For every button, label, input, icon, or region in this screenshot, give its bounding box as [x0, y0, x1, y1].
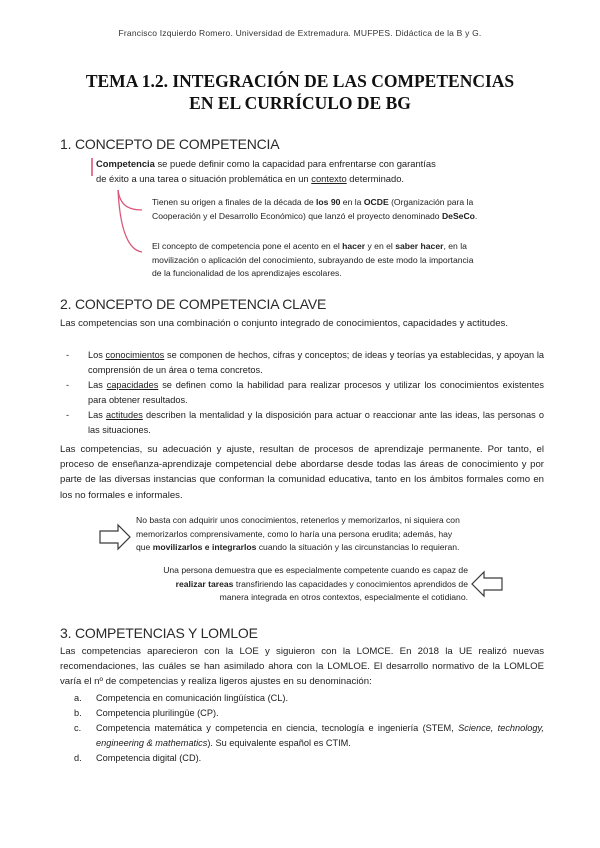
item-italic: Science, technology, engineering & mathematics [96, 723, 544, 748]
item-text-a: Competencia matemática y competencia en ciencia, tecnología e ingeniería (STEM, [96, 723, 459, 733]
mobilize-line-2: memorizarlos comprensivamente, como lo haría una persona erudita; además, hay [136, 528, 453, 539]
section-2-heading: 2. CONCEPTO DE COMPETENCIA CLAVE [60, 296, 327, 312]
item-prefix: Las [88, 380, 107, 390]
mobilize-line-3a: que [136, 542, 153, 552]
competent-line-3: manera integrada en otros contextos, especialmente el cotidiano. [219, 592, 468, 602]
definition-context-word: contexto [311, 173, 347, 184]
title-line-1: TEMA 1.2. INTEGRACIÓN DE LAS COMPETENCIAS [85, 71, 515, 91]
section-3-intro: Las competencias aparecieron con la LOE y siguieron con la LOMCE. En 2018 la UE realizó nuevas recomendaciones, las cuáles se han asimilado ahora con la LOMLOE. El desarrollo normativo de la LOMLOE varía el nº de competencias y realiza ligeros ajustes en su denominación: [60, 646, 544, 688]
bullet-marker: - [66, 380, 70, 390]
concept-text-c: , en la [443, 241, 467, 251]
concept-text-e: de la funcionalidad de los aprendizajes escolares. [152, 268, 342, 278]
item-marker: c. [74, 723, 82, 733]
item-term: actitudes [106, 410, 143, 420]
competent-line-1: Una persona demuestra que es especialmente competente cuando es capaz de [163, 565, 468, 575]
right-arrow-icon [100, 525, 130, 549]
concept-hacer: hacer [342, 241, 366, 251]
item-text: describen la mentalidad y la disposición para actuar o reaccionar ante las ideas, las personas o las situaciones. [88, 410, 544, 435]
title-line-2: EN EL CURRÍCULO DE BG [189, 93, 411, 113]
mobilize-line-3b: cuando la situación y las circunstancias lo requieran. [256, 542, 460, 552]
item-text-b: ). Su equivalente español es CTIM. [207, 738, 351, 748]
definition-text-b: de éxito a una tarea o situación problemática en un [96, 173, 312, 184]
origin-decade: los 90 [316, 197, 341, 207]
item-text: Competencia digital (CD). [96, 753, 202, 763]
origin-text-b: en la [340, 197, 364, 207]
item-text: se definen como la habilidad para realizar procesos y utilizar los conocimientos existentes para obtener resultados. [88, 380, 544, 405]
section-2-intro: Las competencias son una combinación o conjunto integrado de conocimientos, capacidades y actitudes. [60, 318, 508, 329]
item-marker: a. [74, 693, 82, 703]
item-term: capacidades [106, 380, 159, 390]
origin-text-a: Tienen su origen a finales de la década de [152, 197, 317, 207]
competent-line-2-bold: realizar tareas [175, 578, 234, 589]
origin-org: OCDE [363, 197, 389, 207]
mobilize-line-3-bold: movilizarlos e integrarlos [152, 542, 257, 552]
section-3-heading: 3. COMPETENCIAS Y LOMLOE [60, 625, 258, 641]
item-text: se componen de hechos, cifras y conceptos; de ideas y teorías ya establecidas, y apoyan la comprensión de un área o tema concretos. [88, 350, 544, 375]
item-text: Competencia en comunicación lingüística (CL). [96, 693, 289, 703]
origin-project: DeSeCo [441, 210, 475, 221]
item-prefix: Los [88, 350, 106, 360]
bullet-marker: - [66, 410, 70, 420]
bullet-marker: - [66, 350, 70, 360]
item-text: Competencia plurilingüe (CP). [96, 708, 219, 718]
concept-text-b: y en el [365, 241, 396, 251]
item-term: conocimientos [105, 350, 165, 360]
competent-line-2b: transfiriendo las capacidades y conocimientos aprendidos de [233, 578, 468, 589]
competences-list [70, 691, 544, 766]
mobilize-line-1: No basta con adquirir unos conocimientos, retenerlos y memorizarlos, ni siquiera con [136, 515, 460, 525]
concept-text-d: movilización o aplicación del conocimiento, subrayando de este modo la importancia [152, 254, 474, 265]
section-1-heading: 1. CONCEPTO DE COMPETENCIA [60, 136, 280, 152]
concept-text-a: El concepto de competencia pone el acento en el [152, 241, 343, 251]
left-arrow-icon [472, 572, 502, 596]
concept-saber-hacer: saber hacer [395, 241, 444, 251]
item-marker: b. [74, 708, 82, 718]
definition-text-a: se puede definir como la capacidad para enfrentarse con garantías [154, 158, 436, 169]
origin-text-e: . [474, 210, 478, 221]
origin-text-c: (Organización para la [388, 197, 474, 207]
mobilize-note [136, 514, 516, 555]
page-header: Francisco Izquierdo Romero. Universidad de Extremadura. MUFPES. Didáctica de la B y G. [118, 28, 482, 38]
competent-person-note [112, 564, 468, 605]
item-prefix: Las [88, 410, 107, 420]
list-item [70, 751, 544, 766]
list-item [70, 706, 544, 721]
list-item [70, 721, 544, 751]
definition-term: Competencia [96, 158, 155, 169]
item-marker: d. [74, 753, 82, 763]
origin-text-d: Cooperación y el Desarrollo Económico) que lanzó el proyecto denominado [152, 210, 442, 221]
list-item [70, 691, 544, 706]
section-2-paragraph: Las competencias, su adecuación y ajuste, resultan de procesos de aprendizaje permanente. Por tanto, el proceso de enseñanza-aprendizaje competencial debe abordarse desde todas las áreas de conocimiento y por parte de las diversas instancias que conforman la comunidad educativa, tanto en los ámbitos formales como en los no formales e informales. [60, 444, 544, 501]
definition-text-c: determinado. [346, 173, 405, 184]
